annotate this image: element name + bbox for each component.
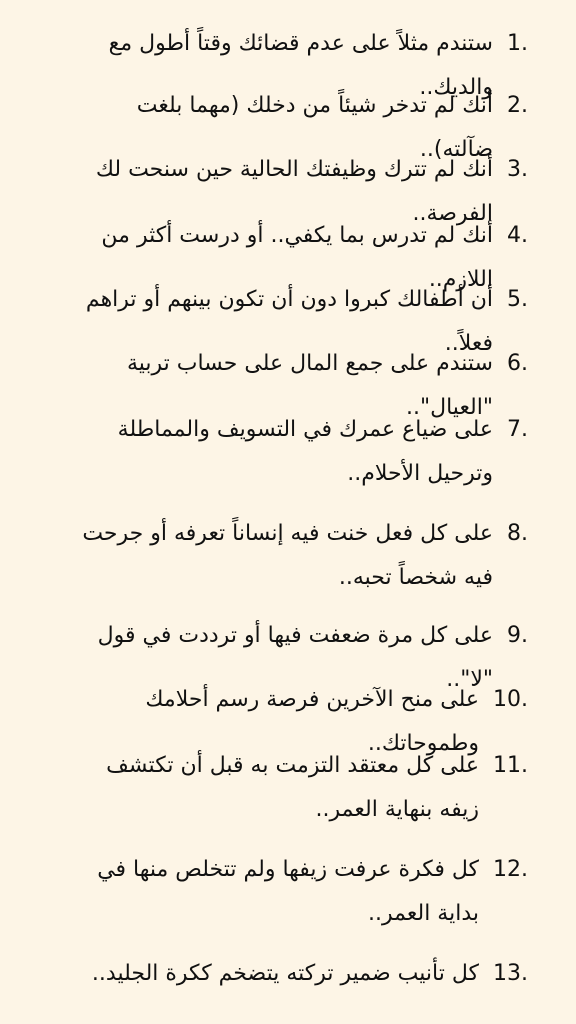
item-number: 7. [507, 417, 528, 442]
item-number: 5. [507, 287, 528, 312]
item-number: 11. [493, 753, 528, 778]
item-text: على كل مرة ضعفت فيها أو ترددت في قول "لا".. [97, 623, 493, 692]
item-number: 12. [493, 857, 528, 882]
item-text: ستندم مثلاً على عدم قضائك وقتاً أطول مع والديك.. [108, 31, 493, 100]
item-text: على منح الآخرين فرصة رسم أحلامك وطموحاتك.. [145, 687, 479, 756]
list-item [60, 952, 528, 996]
item-number: 10. [493, 687, 528, 712]
item-text: على كل فعل خنت فيه إنساناً تعرفه أو جرحت فيه شخصاً تحبه.. [82, 521, 493, 590]
item-text: على ضياع عمرك في التسويف والمماطلة وترحيل الأحلام.. [117, 417, 493, 486]
item-text: ستندم على جمع المال على حساب تربية "العيال".. [126, 351, 493, 420]
item-number: 1. [507, 31, 528, 56]
item-text: أنك لم تدرس بما يكفي.. أو درست أكثر من اللازم.. [101, 223, 493, 292]
item-number: 4. [507, 223, 528, 248]
item-number: 13. [493, 961, 528, 986]
item-text: كل تأنيب ضمير تركته يتضخم ككرة الجليد.. [91, 961, 479, 986]
list-item [60, 408, 528, 496]
list-item [60, 848, 528, 936]
item-number: 2. [507, 93, 528, 118]
item-number: 6. [507, 351, 528, 376]
list-item [60, 512, 528, 600]
item-text: كل فكرة عرفت زيفها ولم تتخلص منها في بداية العمر.. [97, 857, 479, 926]
item-number: 3. [507, 157, 528, 182]
item-text: على كل معتقد التزمت به قبل أن تكتشف زيفه بنهاية العمر.. [106, 753, 479, 822]
item-text: أنك لم تدخر شيئاً من دخلك (مهما بلغت ضآلته).. [136, 93, 493, 162]
item-number: 9. [507, 623, 528, 648]
list-item [60, 744, 528, 832]
item-text: أنك لم تترك وظيفتك الحالية حين سنحت لك الفرصة.. [95, 157, 493, 226]
item-number: 8. [507, 521, 528, 546]
item-text: أن أطفالك كبروا دون أن تكون بينهم أو تراهم فعلاً.. [85, 287, 493, 356]
